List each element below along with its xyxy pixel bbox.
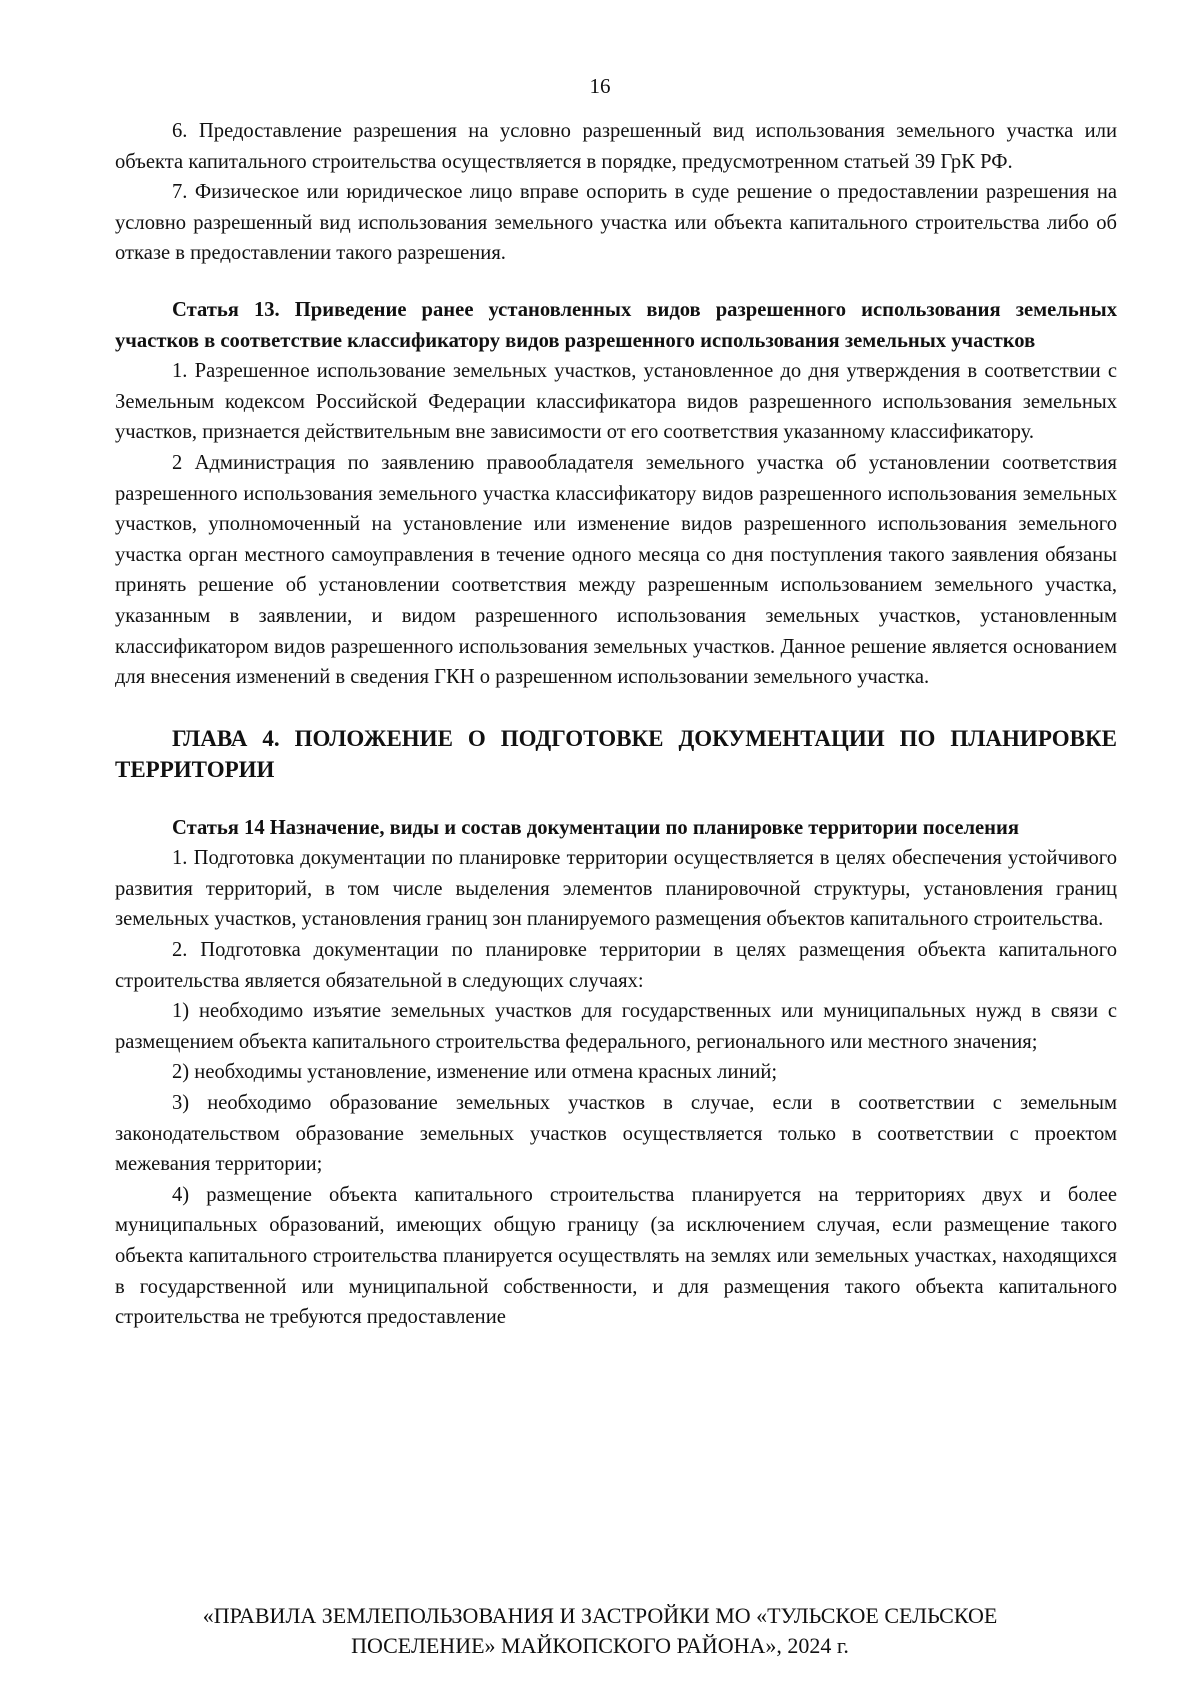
paragraph-6-permit-procedure: 6. Предоставление разрешения на условно разрешенный вид использования земельного участка или объекта капитального строительства осуществляется в порядке, предусмотренном статьей 39 ГрК РФ. <box>115 120 1117 173</box>
list-item-3: 3) необходимо образование земельных участков в случае, если в соответствии с земельным законодательством образование земельных участков осуществляется только в соответствии с проектом межевания территории; <box>115 1092 1117 1176</box>
chapter-4-title: ГЛАВА 4. ПОЛОЖЕНИЕ О ПОДГОТОВКЕ ДОКУМЕНТАЦИИ ПО ПЛАНИРОВКЕ ТЕРРИТОРИИ <box>115 725 1117 782</box>
list-item-2: 2) необходимы установление, изменение или отмена красных линий; <box>172 1061 778 1084</box>
document-body <box>115 116 1117 1333</box>
article-14-paragraph-2: 2. Подготовка документации по планировке территории в целях размещения объекта капитального строительства является обязательной в следующих случаях: <box>115 939 1117 992</box>
article-14-paragraph-1: 1. Подготовка документации по планировке территории осуществляется в целях обеспечения устойчивого развития территорий, в том числе выделения элементов планировочной структуры, установления границ земельных участков, установления границ зон планируемого размещения объектов капитального строительства. <box>115 847 1117 931</box>
footer-line-2: ПОСЕЛЕНИЕ» МАЙКОПСКОГО РАЙОНА», 2024 г. <box>351 1633 849 1658</box>
list-item-4: 4) размещение объекта капитального строительства планируется на территориях двух и более муниципальных образований, имеющих общую границу (за исключением случая, если размещение такого объекта капитального строительства планируется осуществлять на землях или земельных участках, находящихся в государственной или муниципальной собственности, и для размещения такого объекта капитального строительства не требуются предоставление <box>115 1183 1117 1329</box>
article-13-title: Статья 13. Приведение ранее установленных видов разрешенного использования земельных участков в соответствие классификатору видов разрешенного использования земельных участков <box>115 298 1117 352</box>
list-item-1: 1) необходимо изъятие земельных участков для государственных или муниципальных нужд в связи с размещением объекта капитального строительства федерального, регионального или местного значения; <box>115 1000 1117 1053</box>
article-14-title: Статья 14 Назначение, виды и состав документации по планировке территории поселения <box>172 816 1020 839</box>
document-footer <box>100 1601 1100 1661</box>
article-13-paragraph-2: 2 Администрация по заявлению правообладателя земельного участка об установлении соответствия разрешенного использования земельного участка классификатору видов разрешенного использования земельных участков, уполномоченный на установление или изменение видов разрешенного использования земельного участка орган местного самоуправления в течение одного месяца со дня поступления такого заявления обязаны принять решение об установлении соответствия между разрешенным использованием земельного участка, указанным в заявлении, и видом разрешенного использования земельных участков, установленным классификатором видов разрешенного использования земельных участков. Данное решение является основанием для внесения изменений в сведения ГКН о разрешенном использовании земельного участка. <box>115 451 1117 689</box>
page-number: 16 <box>589 74 611 98</box>
footer-line-1: «ПРАВИЛА ЗЕМЛЕПОЛЬЗОВАНИЯ И ЗАСТРОЙКИ МО «ТУЛЬСКОЕ СЕЛЬСКОЕ <box>202 1603 998 1628</box>
paragraph-7-court-appeal: 7. Физическое или юридическое лицо вправе оспорить в суде решение о предоставлении разрешения на условно разрешенный вид использования земельного участка или объекта капитального строительства либо об отказе в предоставлении такого разрешения. <box>115 181 1117 265</box>
article-13-paragraph-1: 1. Разрешенное использование земельных участков, установленное до дня утверждения в соответствии с Земельным кодексом Российской Федерации классификатора видов разрешенного использования земельных участков, признается действительным вне зависимости от его соответствия указанному классификатору. <box>115 360 1117 444</box>
